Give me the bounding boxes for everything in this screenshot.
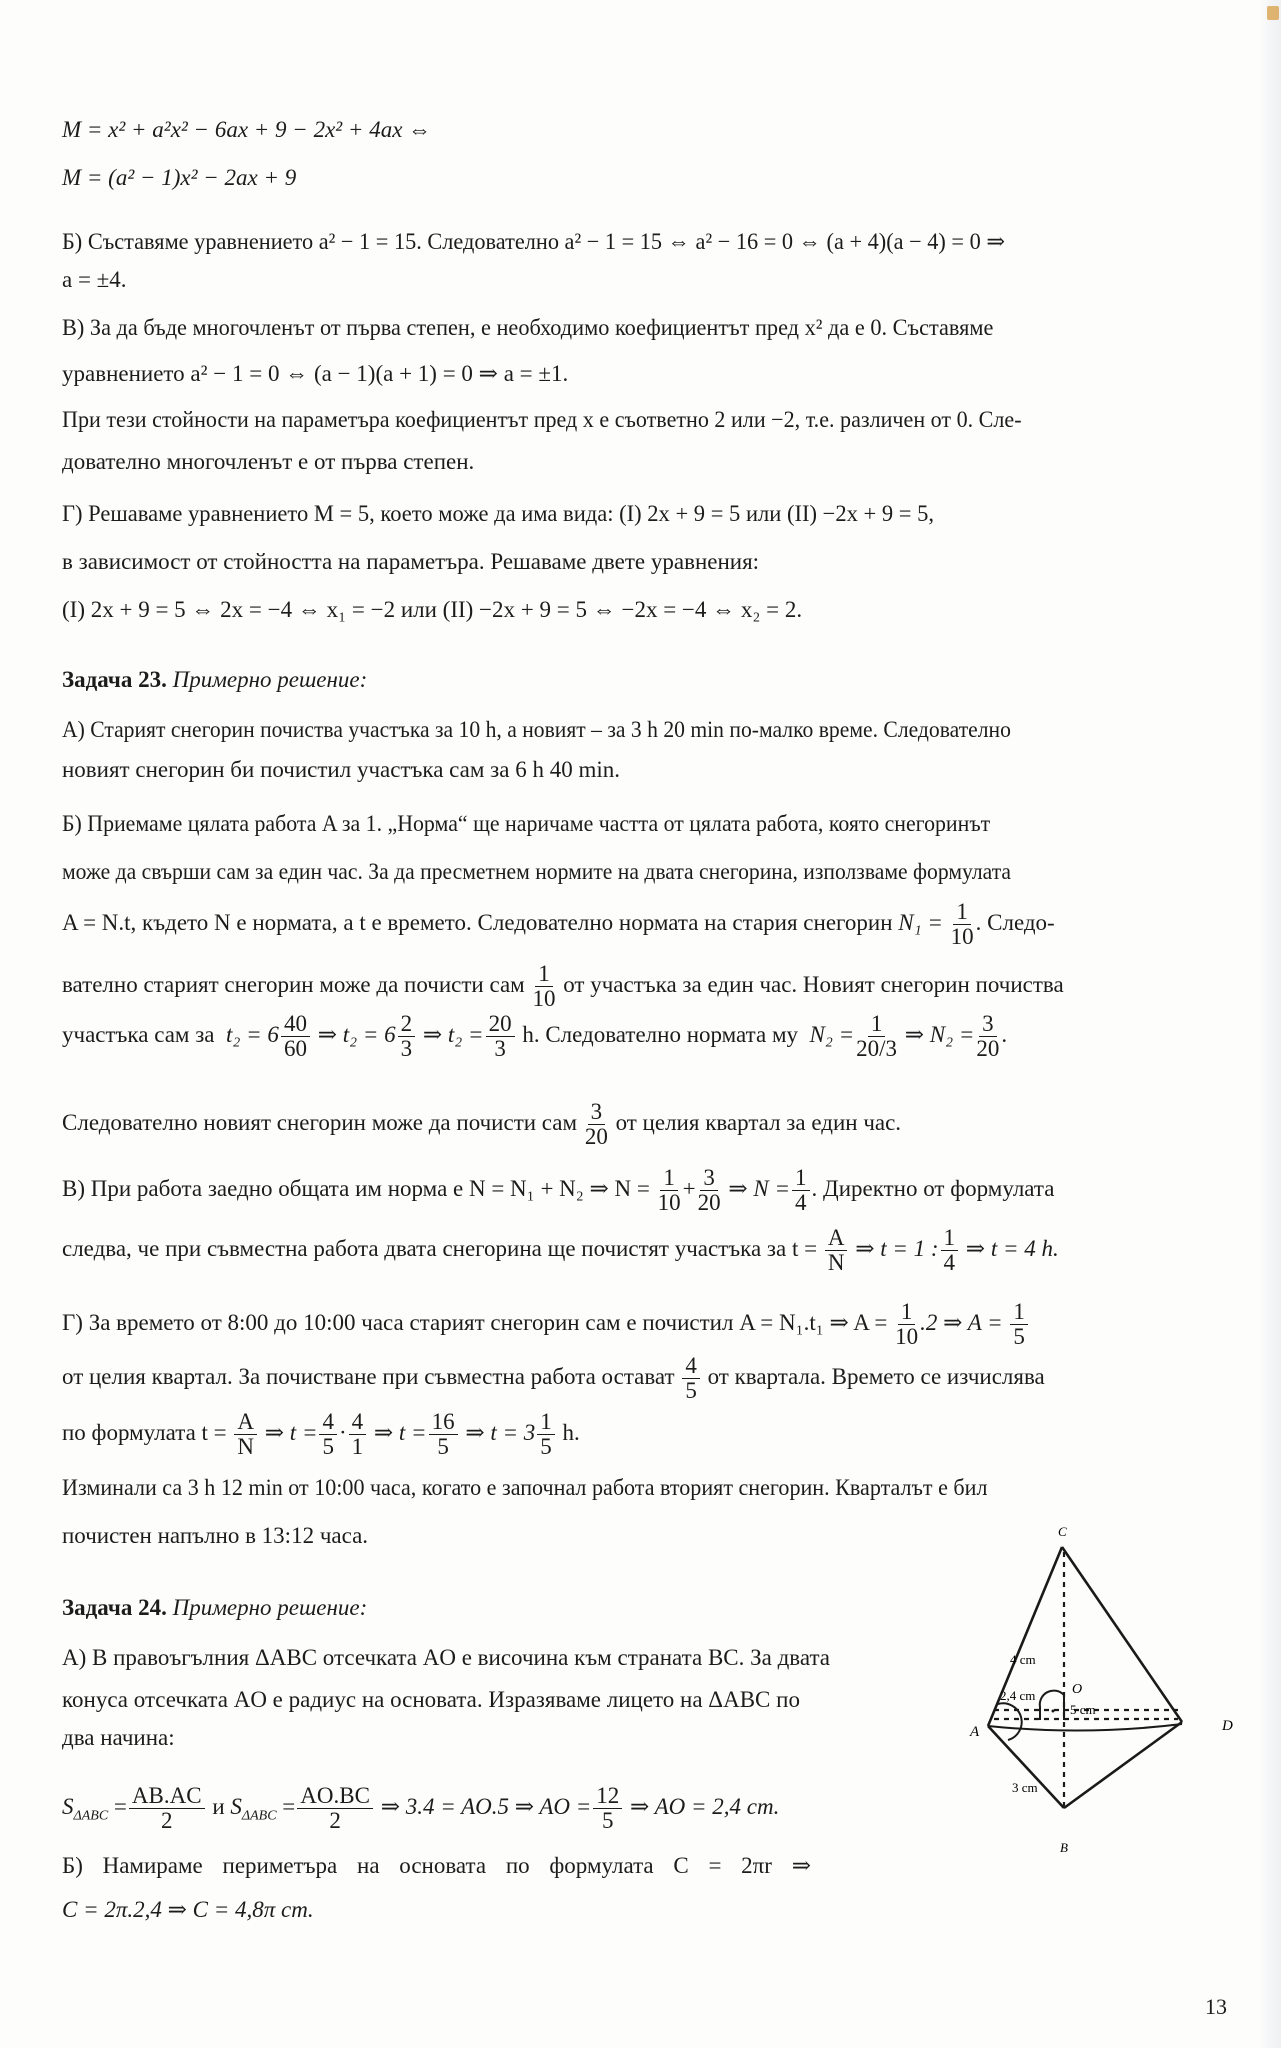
task23-b-line3-text: A = N.t, където N е нормата, а t е времето. Следователно нормата на стария снегорин: [62, 909, 893, 935]
label-side-bc: 5 cm: [1070, 1702, 1096, 1717]
fraction-a-over-n: $\frac{A}{N}$: [825, 1226, 848, 1275]
edge-ab: [988, 1726, 1064, 1808]
part-g-line1: Г) Решаваме уравнението M = 5, което може да има вида: (I) 2x + 9 = 5 или (II) −2x + 9 = 5,: [62, 501, 935, 526]
task23-a-line1: А) Старият снегорин почиства участъка за 10 h, а новият – за 3 h 20 min по-малко време. Следователно: [62, 717, 1011, 742]
fraction-g3: $\frac{4}{5}$: [682, 1354, 700, 1403]
label-c: C: [1058, 1524, 1067, 1539]
fraction-g4: $\frac{A}{N}$: [234, 1410, 257, 1459]
label-o: O: [1072, 1682, 1083, 1697]
task24-heading: [62, 1594, 367, 1622]
equation-m-simplified: M = (a² − 1)x² − 2ax + 9: [62, 165, 297, 190]
task23-heading: [62, 666, 367, 694]
label-side-ab: 3 cm: [1012, 1780, 1038, 1795]
task23-b-line6: Следователно новият снегорин може да почисти сам $\frac{3}{20}$ от целия квартал за един час.: [62, 1099, 902, 1149]
task23-b-line4: вателно старият снегорин може да почисти сам $\frac{1}{10}$ от участъка за един час. Новият снегорин почиства: [62, 961, 1064, 1011]
page-number: 13: [1205, 1994, 1227, 2019]
fraction-40-60: $\frac{40}{60}$: [281, 1012, 310, 1061]
fraction-g6: $\frac{4}{1}$: [349, 1410, 367, 1459]
norm-n1-label: N₁ =: [898, 909, 943, 935]
part-v-line4: дователно многочленът е от първа степен.: [62, 449, 475, 474]
corner-bookmark-icon: [1267, 6, 1279, 20]
task23-b-line3: A = N.t, където N е нормата, а t е времето. Следователно нормата на стария снегорин N₁ = $\frac{1}{10}$ . Следо-: [62, 899, 1055, 949]
label-radius-ao: 2,4 cm: [1000, 1688, 1036, 1703]
fraction-g2: $\frac{1}{5}$: [1010, 1300, 1028, 1349]
task23-b-line1: Б) Приемаме цялата работа A за 1. „Норма“ ще наричаме частта от цялата работа, която снегоринът: [62, 811, 991, 836]
task23-b-line2: може да свърши сам за един час. За да пресметнем нормите на двата снегорина, използваме формулата: [62, 859, 1012, 884]
right-angle-dot: [1052, 1710, 1055, 1713]
fraction-v3: $\frac{1}{4}$: [792, 1166, 810, 1215]
task23-g-line4: Изминали са 3 h 12 min от 10:00 часа, когато е започнал работа вторият снегорин. Кварталът е бил: [62, 1475, 988, 1500]
task24-a-line3: два начина:: [62, 1725, 175, 1750]
fraction-1-over-20-3: $\frac{1}{20/3}$: [856, 1011, 898, 1061]
label-d: D: [1222, 1718, 1233, 1734]
task23-g-line3: по формулата t = $\frac{A}{N}$ ⇒ t = $\frac{4}{5}$ · $\frac{4}{1}$ ⇒ t = $\frac{16}{5}$ ⇒ t = 3 $\frac{1}{5}$ h.: [62, 1409, 580, 1459]
fraction-3-20-b: $\frac{3}{20}$: [584, 1099, 608, 1149]
part-v-line2: уравнението a² − 1 = 0 ⇔ (a − 1)(a + 1) = 0 ⇒ a = ±1.: [62, 361, 569, 386]
task23-g-line5: почистен напълно в 13:12 часа.: [62, 1523, 369, 1548]
task24-b-line2: C = 2π.2,4 ⇒ C = 4,8π cm.: [62, 1897, 314, 1922]
part-g-line2: в зависимост от стойността на параметъра. Решаваме двете уравнения:: [62, 549, 760, 574]
fraction-one-tenth: $\frac{1}{10}$: [532, 961, 556, 1011]
task24-area-formula: $S_{\Delta ABC}$ = $\frac{AB.AC}{2}$ и $S_{\Delta ABC}$ = $\frac{AO.BC}{2}$ ⇒ 3.4 = AO.5 ⇒ AO = $\frac{12}{5}$ ⇒ AO = 2,4 cm.: [62, 1783, 780, 1833]
fraction-g1: $\frac{1}{10}$: [895, 1299, 919, 1349]
fraction-g5: $\frac{4}{5}$: [319, 1410, 337, 1459]
task23-heading-subtitle: Примерно решение:: [172, 667, 368, 692]
fraction-n1: $\frac{1}{10}$: [950, 899, 974, 949]
fraction-2-3: $\frac{2}{3}$: [398, 1012, 416, 1061]
fraction-g8: $\frac{1}{5}$: [537, 1410, 555, 1459]
label-b: B: [1060, 1840, 1068, 1855]
part-v-line3: При тези стойности на параметъра коефициентът пред x е съответно 2 или −2, т.е. различен от 0. Сле-: [62, 407, 1022, 432]
task23-v-line1: В) При работа заедно общата им норма е N = N₁ + N₂ ⇒ N = $\frac{1}{10}$ + $\frac{3}{20}$ ⇒ N = $\frac{1}{4}$ . Директно от формулата: [62, 1165, 1055, 1215]
fraction-ab-ac: $\frac{AB.AC}{2}$: [129, 1784, 205, 1833]
task23-heading-number: Задача 23.: [62, 667, 167, 692]
task23-a-line2: новият снегорин би почистил участъка сам за 6 h 40 min.: [62, 757, 620, 782]
task23-v-line2: следва, че при съвместна работа двата снегорина ще почистят участъка за t = $\frac{A}{N}$ ⇒ t = 1 : $\frac{1}{4}$ ⇒ t = 4 h.: [62, 1225, 1059, 1275]
edge-bd: [1064, 1722, 1182, 1808]
label-a: A: [970, 1724, 980, 1740]
base-ellipse-front: [988, 1724, 1182, 1731]
part-g-line3: (I) 2x + 9 = 5 ⇔ 2x = −4 ⇔ x₁ = −2 или (II) −2x + 9 = 5 ⇔ −2x = −4 ⇔ x₂ = 2.: [62, 597, 803, 622]
right-angle-a-mark: [998, 1703, 1022, 1740]
task24-b-line1: Б) Намираме периметъра на основата по формулата C = 2πr ⇒: [62, 1853, 811, 1878]
task23-b-line5: участъка сам за t₂ = 6 $\frac{40}{60}$ ⇒ t₂ = 6 $\frac{2}{3}$ ⇒ t₂ = $\frac{20}{3}$ h. Следователно нормата му N₂ = $\frac{1}{20/3}$ ⇒ N₂ = $\frac{3}{20}$ .: [62, 1011, 1008, 1061]
part-b-line1: Б) Съставяме уравнението a² − 1 = 15. Следователно a² − 1 = 15 ⇔ a² − 16 = 0 ⇔ (a + 4)(a − 4) = 0 ⇒: [62, 229, 1006, 254]
equation-m-expanded: M = x² + a²x² − 6ax + 9 − 2x² + 4ax ⇔: [62, 117, 432, 142]
task23-g-line2: от целия квартал. За почистване при съвместна работа остават $\frac{4}{5}$ от квартала. Времето се изчислява: [62, 1353, 1045, 1403]
task23-g-line1: Г) За времето от 8:00 до 10:00 часа старият снегорин сам е почистил A = N₁.t₁ ⇒ A = $\frac{1}{10}$ .2 ⇒ A = $\frac{1}{5}$: [62, 1300, 1030, 1349]
fraction-20-3: $\frac{20}{3}$: [486, 1012, 515, 1061]
fraction-v1: $\frac{1}{10}$: [657, 1165, 681, 1215]
part-v-line1: В) За да бъде многочленът от първа степен, е необходимо коефициентът пред x² да е 0. Съставяме: [62, 315, 994, 340]
fraction-g7: $\frac{16}{5}$: [429, 1410, 458, 1459]
task24-heading-number: Задача 24.: [62, 1595, 167, 1620]
part-b-line2: a = ±4.: [62, 267, 127, 292]
fraction-12-5: $\frac{12}{5}$: [593, 1784, 622, 1833]
task24-heading-subtitle: Примерно решение:: [172, 1595, 368, 1620]
fraction-3-20: $\frac{3}{20}$: [976, 1011, 1000, 1061]
double-cone-figure: [960, 1490, 1270, 1890]
fraction-v5: $\frac{1}{4}$: [941, 1226, 959, 1275]
fraction-ao-bc: $\frac{AO.BC}{2}$: [297, 1784, 373, 1833]
task24-a-line2: конуса отсечката AO е радиус на основата. Изразяваме лицето на ΔABC по: [62, 1687, 800, 1712]
fraction-v2: $\frac{3}{20}$: [697, 1165, 721, 1215]
right-angle-o-mark: [1040, 1691, 1064, 1720]
label-side-ac: 4 cm: [1010, 1652, 1036, 1667]
task24-a-line1: А) В правоъгълния ΔABC отсечката AO е височина към страната BC. За двата: [62, 1645, 831, 1670]
